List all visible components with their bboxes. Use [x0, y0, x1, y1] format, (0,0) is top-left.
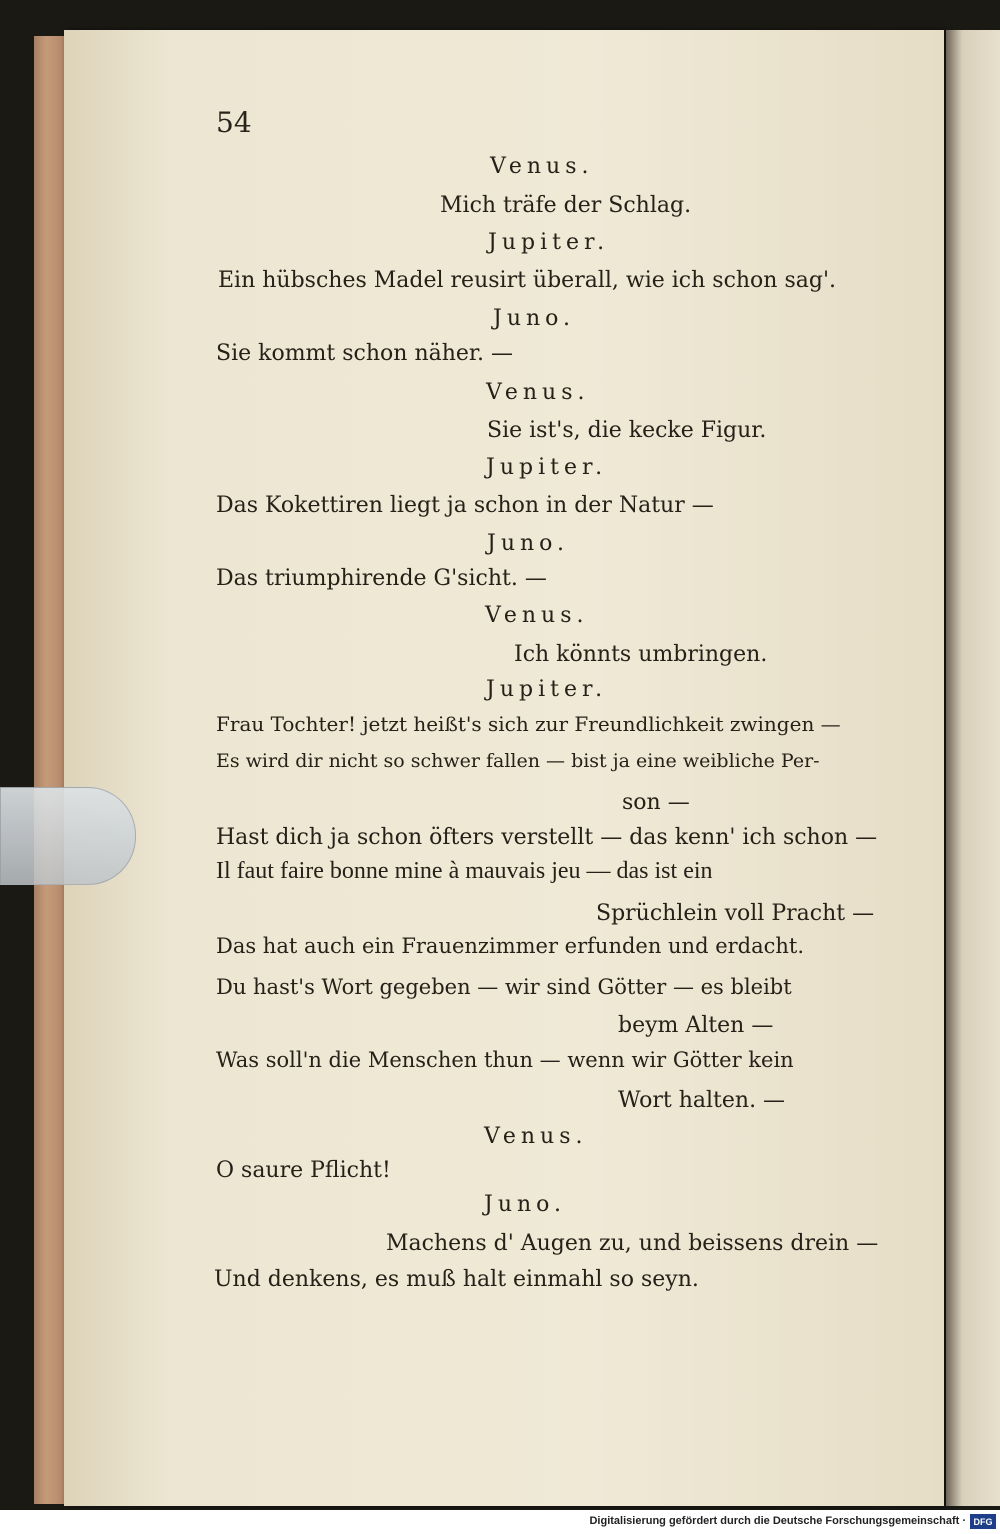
facing-page-edge: [946, 30, 1000, 1506]
verse-line: Sie kommt schon näher. —: [216, 341, 513, 366]
speaker-label: Venus.: [486, 380, 590, 405]
footer-bar: [0, 1510, 1000, 1534]
verse-line: Ein hübsches Madel reusirt überall, wie ich schon sag'.: [218, 268, 836, 293]
verse-line: Ich könnts umbringen.: [514, 642, 768, 667]
speaker-label: Jupiter.: [488, 230, 610, 255]
verse-line: Das triumphirende G'sicht. —: [216, 566, 547, 591]
verse-line: Was soll'n die Menschen thun — wenn wir Götter kein: [216, 1048, 794, 1072]
verse-line: Il faut faire bonne mine à mauvais jeu — das ist ein: [216, 858, 713, 884]
verse-line: Du hast's Wort gegeben — wir sind Götter — es bleibt: [216, 975, 792, 999]
verse-line: Machens d' Augen zu, und beissens drein —: [386, 1231, 879, 1256]
verse-line: Sprüchlein voll Pracht —: [596, 901, 875, 926]
verse-line: Frau Tochter! jetzt heißt's sich zur Freundlichkeit zwingen —: [216, 712, 841, 736]
verse-line: O saure Pflicht!: [216, 1158, 391, 1183]
speaker-label: Venus.: [485, 603, 589, 628]
speaker-label: Venus.: [484, 1124, 588, 1149]
verse-line: Hast dich ja schon öfters verstellt — das kenn' ich schon —: [216, 825, 878, 850]
speaker-label: Jupiter.: [486, 455, 608, 480]
verse-line: Das hat auch ein Frauenzimmer erfunden und erdacht.: [216, 934, 805, 958]
speaker-label: Juno.: [493, 306, 576, 331]
page-number: 54: [216, 106, 252, 139]
verse-line: Sie ist's, die kecke Figur.: [487, 418, 767, 443]
book-page-edge: [34, 36, 64, 1504]
speaker-label: Venus.: [490, 154, 594, 179]
verse-line: Und denkens, es muß halt einmahl so seyn.: [214, 1267, 699, 1292]
speaker-label: Juno.: [484, 1192, 567, 1217]
verse-line: Wort halten. —: [618, 1088, 786, 1113]
verse-line: Es wird dir nicht so schwer fallen — bist ja eine weibliche Per-: [216, 750, 820, 772]
speaker-label: Juno.: [487, 531, 570, 556]
verse-line: son —: [622, 790, 690, 815]
speaker-label: Jupiter.: [486, 677, 608, 702]
verse-line: Mich träfe der Schlag.: [440, 193, 692, 218]
verse-line: beym Alten —: [618, 1013, 774, 1038]
verse-line: Das Kokettiren liegt ja schon in der Natur —: [216, 493, 714, 518]
dfg-logo-icon: DFG: [970, 1514, 996, 1529]
footer-credit: Digitalisierung gefördert durch die Deutsche Forschungsgemeinschaft ·: [589, 1515, 966, 1527]
plastic-page-holder: [0, 787, 136, 885]
